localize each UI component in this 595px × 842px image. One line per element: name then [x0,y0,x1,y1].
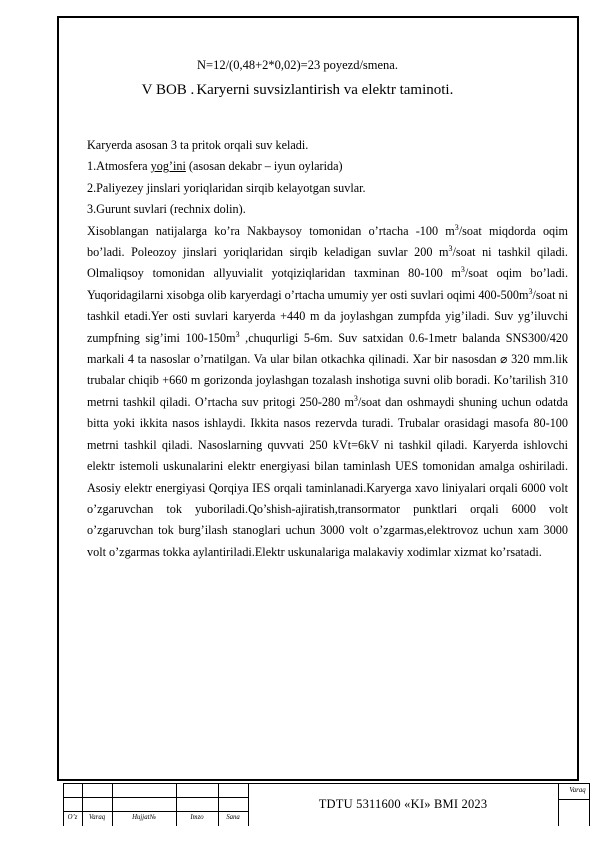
main-paragraph: Xisoblangan natijalarga ko’ra Nakbaysoy tomonidan o’rtacha -100 $m^3$/soat miqdorda oqim bo’ladi. Poleozoy jinslari yoriqlaridan sirqib keladigan suvlar 200 $m^3$/soat ni tashkil qiladi. Olmaliqsoy tomonidan allyuvialit yotqiziqlaridan taxminan 80-100 $m^3$/soat oqim bo’ladi. Yuqoridagilarni xisobga olib karyerdagi o’rtacha umumiy yer osti suvlari oqimi $400-500m^3$/soat ni tashkil etadi.Yer osti suvlari karyerda +440 m da joylashgan zumpfda yig’iladi. Suv yg’iluvchi zumpfning sig’imi $100-150m^3$ ,chuqurligi 5-6m. Suv satxidan 0.6-1metr balanda SNS300/420 markali 4 ta nasoslar o’rnatilgan. Va ular bilan otkachka qilinadi. Xar bir nasosdan ⌀ 320 mm.lik trubalar chiqib +660 m gorizonda joylashgan tozalash inshotiga suvni olib boradi. Ko’tarilish 310 metrni tashkil qiladi. O’rtacha suv pritogi 250-280 $m^3$/soat dan oshmaydi shuning uchun odatda bitta yoki ikkita nasos ishlaydi. Ikkita nasos rezervda turadi. Trubalar orasidagi masofa 80-100 metrni tashkil qiladi. Nasoslarning quvvati 250 kVt=6kV ni tashkil qiladi. Karyerda ishlovchi elektr istemoli uskunalarini elektr energiyasi bilan taminlash UES tomonidan amalga oshiriladi. Asosiy elektr energiyasi Qorqiya IES orqali taminlanadi.Karyerga xavo liniyalari orqali 6000 volt o’zgaruvchan tok yuboriladi.Qo’shish-ajiratish,transormator punktlari orqali 6000 volt o’zgaruvchan tok burg’ilash stanoglari uchun 3000 volt o’zgarmas,elektrovoz uchun xam 3000 volt o’zgarmas tokka aylantiriladi.Elektr uskunalariga malakaviy xodimlar xizmat ko’rsatadi. [87,222,569,559]
list-item-3: 3.Gurunt suvlari (rechnix dolin). [87,202,246,217]
formula-line: N=12/(0,48+2*0,02)=23 poyezd/smena. [197,58,398,72]
list-item-2: 2.Paliyezey jinslari yoriqlaridan sirqib kelayotgan suvlar. [87,180,366,195]
intro-line: Karyerda asosan 3 ta pritok orqali suv keladi. [87,138,309,152]
col-label-hujjat: Hujjat№ [132,814,156,821]
title-block [63,783,590,826]
list-item-1: 1.Atmosfera yog’ini (asosan dekabr – iyun oylarida) [87,159,343,174]
body-text [87,135,568,563]
chapter-heading [0,82,595,99]
chapter-title: Karyerni suvsizlantirish va elektr taminoti. [196,82,454,98]
document-code: TDTU 5311600 «KI» BMI 2023 [318,797,488,811]
col-label-oz: O’z [67,814,78,821]
col-label-sana: Sana [226,814,240,821]
chapter-number: V BOB . [141,82,195,98]
hyperlink[interactable]: yog’ini [150,159,186,174]
sheet-label: Varaq [569,787,586,794]
col-label-imzo: Imzo [190,814,204,821]
col-label-varaq: Varaq [88,814,106,821]
